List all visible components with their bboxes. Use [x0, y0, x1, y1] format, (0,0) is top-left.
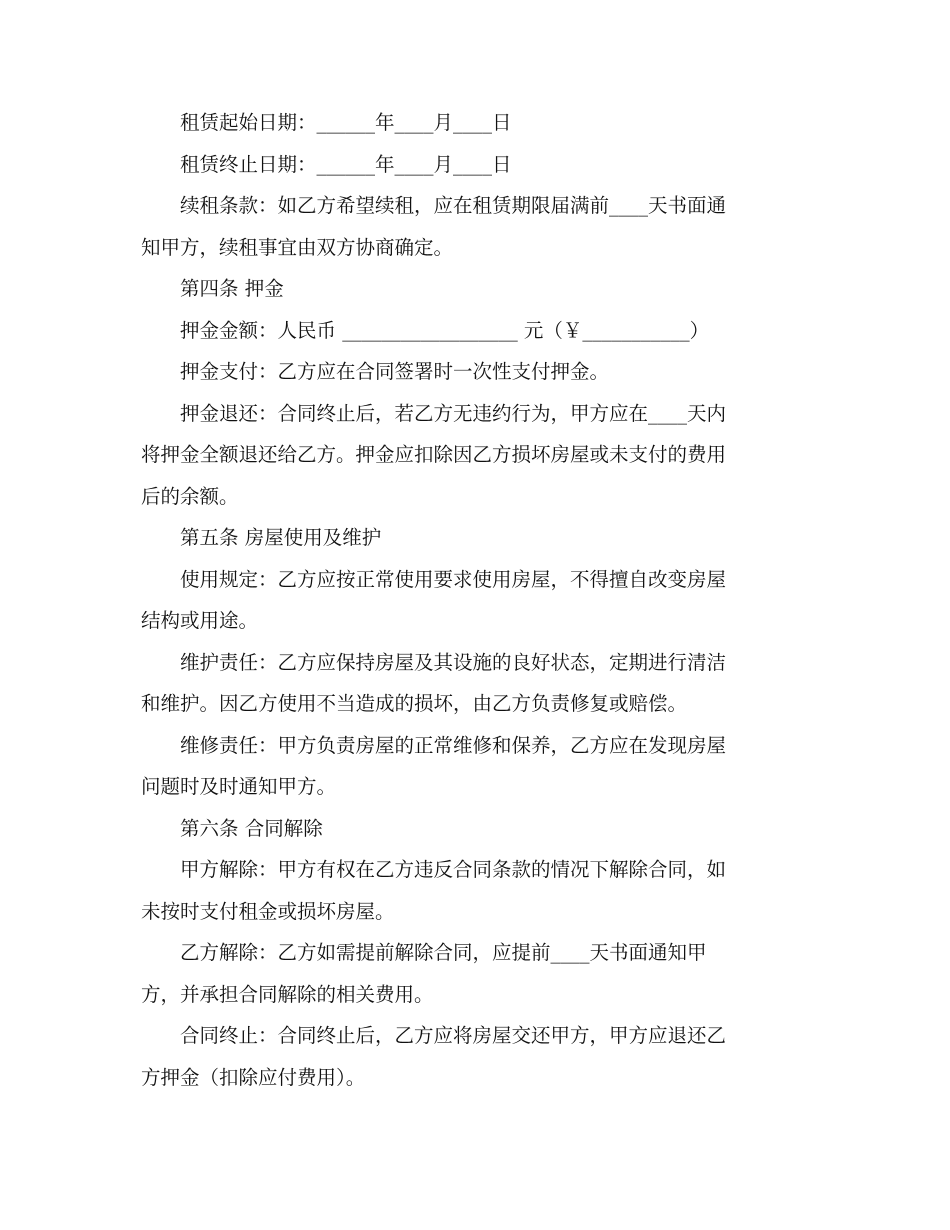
- text-line: 后的余额。: [141, 484, 239, 508]
- text-line: 维修责任：甲方负责房屋的正常维修和保养，乙方应在发现房屋: [180, 733, 727, 757]
- text-line: 押金金额：人民币 __________________ 元（￥___________）: [180, 318, 710, 342]
- text-line: 方押金（扣除应付费用）。: [141, 1065, 366, 1089]
- section-heading-termination: [141, 808, 801, 850]
- text-line: 知甲方，续租事宜由双方协商确定。: [141, 235, 454, 259]
- text-line: 和维护。因乙方使用不当造成的损坏，由乙方负责修复或赔偿。: [141, 692, 688, 715]
- renewal-clause: [141, 185, 801, 268]
- text-line: 问题时及时通知甲方。: [141, 775, 337, 798]
- text-line: 方，并承担合同解除的相关费用。: [141, 982, 434, 1006]
- text-line: 维护责任：乙方应保持房屋及其设施的良好状态，定期进行清洁: [180, 650, 727, 674]
- text-line: 乙方解除：乙方如需提前解除合同，应提前____天书面通知甲: [180, 941, 707, 964]
- text-line: 未按时支付租金或损坏房屋。: [141, 899, 395, 923]
- text-line: 押金支付：乙方应在合同签署时一次性支付押金。: [180, 360, 610, 383]
- document-body: [141, 102, 801, 1098]
- deposit-refund: [141, 393, 801, 518]
- text-line: 第五条 房屋使用及维护: [180, 526, 382, 549]
- section-heading-deposit: [141, 268, 801, 310]
- text-line: 第六条 合同解除: [180, 816, 323, 840]
- deposit-amount: [141, 310, 801, 352]
- text-line: 结构或用途。: [141, 609, 259, 632]
- repair-responsibility: [141, 725, 801, 808]
- text-line: 第四条 押金: [180, 277, 284, 300]
- deposit-payment: [141, 351, 801, 393]
- text-line: 租赁终止日期：______年____月____日: [180, 152, 512, 176]
- party-b-termination: [141, 932, 801, 1015]
- text-line: 押金退还：合同终止后，若乙方无违约行为，甲方应在____天内: [180, 401, 727, 425]
- section-heading-use-maintenance: [141, 517, 801, 559]
- text-line: 使用规定：乙方应按正常使用要求使用房屋，不得擅自改变房屋: [180, 567, 727, 591]
- text-line: 将押金全额退还给乙方。押金应扣除因乙方损坏房屋或未支付的费用: [141, 443, 727, 466]
- usage-rules: [141, 559, 801, 642]
- text-line: 续租条款：如乙方希望续租，应在租赁期限届满前____天书面通: [180, 194, 727, 217]
- contract-end: [141, 1015, 801, 1098]
- text-line: 租赁起始日期：______年____月____日: [180, 111, 512, 134]
- text-line: 甲方解除：甲方有权在乙方违反合同条款的情况下解除合同，如: [180, 858, 727, 881]
- lease-end-date: [141, 144, 801, 186]
- party-a-termination: [141, 849, 801, 932]
- lease-start-date: [141, 102, 801, 144]
- maintenance-responsibility: [141, 642, 801, 725]
- text-line: 合同终止：合同终止后，乙方应将房屋交还甲方，甲方应退还乙: [180, 1024, 727, 1047]
